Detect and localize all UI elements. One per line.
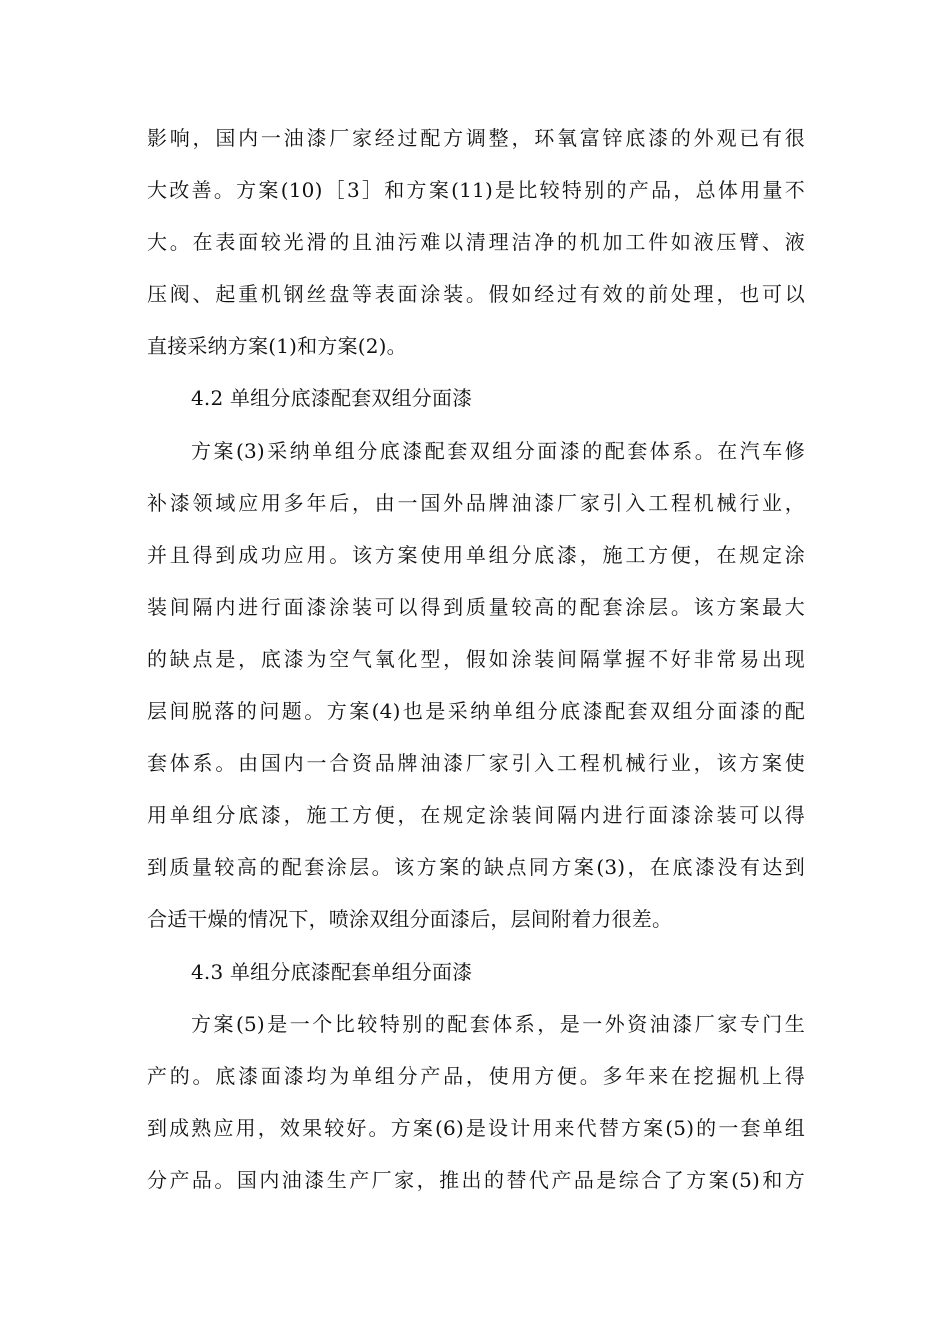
paragraph-line: 套体系。由国内一合资品牌油漆厂家引入工程机械行业，该方案使 xyxy=(147,751,805,776)
paragraph-line: 大改善。方案(10)［3］和方案(11)是比较特别的产品，总体用量不 xyxy=(147,178,805,203)
paragraph-line: 装间隔内进行面漆涂装可以得到质量较高的配套涂层。该方案最大 xyxy=(147,594,805,619)
paragraph-line: 层间脱落的问题。方案(4)也是采纳单组分底漆配套双组分面漆的配 xyxy=(147,699,805,724)
paragraph-line: 到质量较高的配套涂层。该方案的缺点同方案(3)，在底漆没有达到 xyxy=(147,855,805,880)
paragraph-line: 方案(5)是一个比较特别的配套体系，是一外资油漆厂家专门生 xyxy=(191,1011,805,1036)
paragraph-line: 大。在表面较光滑的且油污难以清理洁净的机加工件如液压臂、液 xyxy=(147,230,805,255)
paragraph-line: 压阀、起重机钢丝盘等表面涂装。假如经过有效的前处理，也可以 xyxy=(147,282,805,307)
paragraph-line: 合适干燥的情况下，喷涂双组分面漆后，层间附着力很差。 xyxy=(147,907,673,932)
paragraph-line: 补漆领域应用多年后，由一国外品牌油漆厂家引入工程机械行业， xyxy=(147,490,805,515)
document-body xyxy=(147,112,805,1206)
paragraph-line: 产的。底漆面漆均为单组分产品，使用方便。多年来在挖掘机上得 xyxy=(147,1063,805,1088)
paragraph-line: 影响，国内一油漆厂家经过配方调整，环氧富锌底漆的外观已有很 xyxy=(147,126,805,150)
paragraph-line: 用单组分底漆，施工方便，在规定涂装间隔内进行面漆涂装可以得 xyxy=(147,803,805,828)
paragraph-line: 的缺点是，底漆为空气氧化型，假如涂装间隔掌握不好非常易出现 xyxy=(147,646,805,671)
paragraph-line: 直接采纳方案(1)和方案(2)。 xyxy=(147,334,407,359)
paragraph-line: 方案(3)采纳单组分底漆配套双组分面漆的配套体系。在汽车修 xyxy=(191,438,805,463)
section-heading: 4.3 单组分底漆配套单组分面漆 xyxy=(191,959,473,984)
paragraph-line: 并且得到成功应用。该方案使用单组分底漆，施工方便，在规定涂 xyxy=(147,542,805,567)
section-heading: 4.2 单组分底漆配套双组分面漆 xyxy=(191,386,473,411)
paragraph-line: 到成熟应用，效果较好。方案(6)是设计用来代替方案(5)的一套单组 xyxy=(147,1115,805,1140)
paragraph-line: 分产品。国内油漆生产厂家，推出的替代产品是综合了方案(5)和方 xyxy=(147,1167,805,1192)
